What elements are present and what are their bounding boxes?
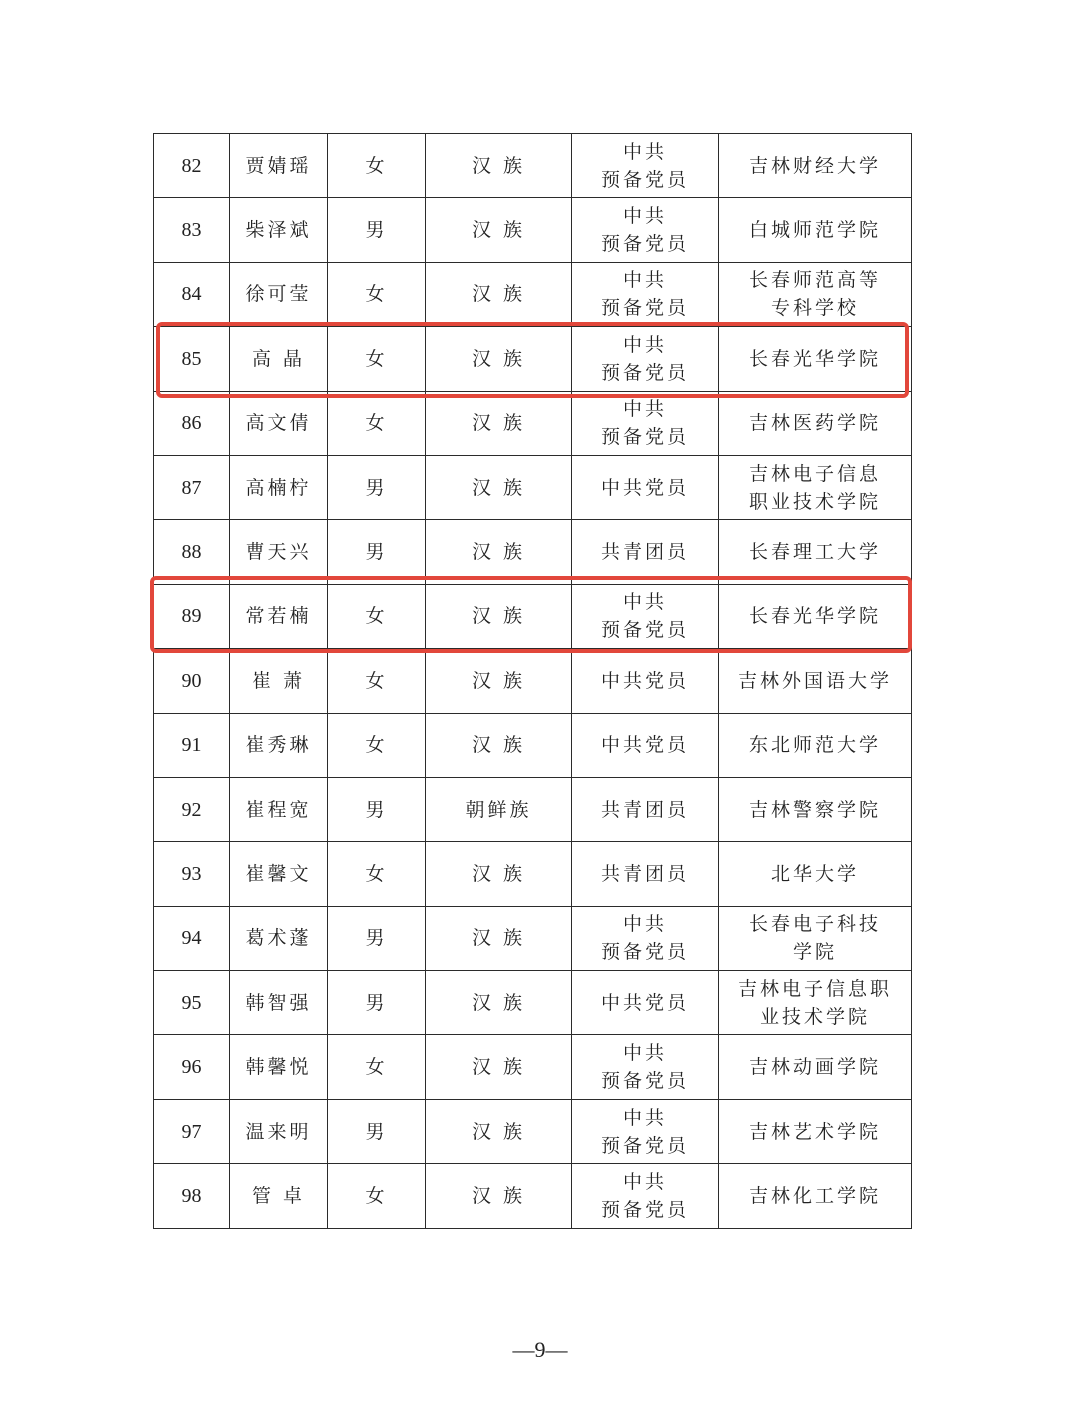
gender-cell: 女 bbox=[328, 1035, 426, 1099]
row-number-cell: 94 bbox=[154, 906, 230, 970]
political-status-line: 预备党员 bbox=[600, 426, 689, 449]
gender-cell: 女 bbox=[328, 134, 426, 198]
table-row bbox=[154, 262, 912, 326]
table-row bbox=[154, 1035, 912, 1099]
political-status-line: 中共 bbox=[622, 591, 667, 614]
row-number-cell: 85 bbox=[154, 327, 230, 391]
political-status-cell bbox=[572, 777, 719, 841]
name-cell: 曹天兴 bbox=[230, 520, 328, 584]
political-status-line: 预备党员 bbox=[600, 361, 689, 384]
table-row bbox=[154, 1164, 912, 1228]
school-cell bbox=[719, 584, 912, 648]
ethnicity-cell: 汉 族 bbox=[426, 134, 572, 198]
name-cell: 韩馨悦 bbox=[230, 1035, 328, 1099]
political-status-line: 共青团员 bbox=[600, 862, 689, 885]
row-number-cell: 86 bbox=[154, 391, 230, 455]
table-row bbox=[154, 134, 912, 198]
ethnicity-cell: 汉 族 bbox=[426, 906, 572, 970]
political-status-line: 中共党员 bbox=[600, 991, 689, 1014]
political-status-cell bbox=[572, 327, 719, 391]
political-status-cell bbox=[572, 1099, 719, 1163]
row-number-cell: 82 bbox=[154, 134, 230, 198]
school-cell bbox=[719, 327, 912, 391]
political-status-line: 预备党员 bbox=[600, 1198, 689, 1221]
name-cell: 温来明 bbox=[230, 1099, 328, 1163]
school-cell bbox=[719, 520, 912, 584]
school-line: 长春师范高等 bbox=[748, 269, 881, 292]
political-status-line: 中共党员 bbox=[600, 669, 689, 692]
roster-table-body bbox=[154, 134, 912, 1229]
political-status-line: 共青团员 bbox=[600, 798, 689, 821]
roster-table bbox=[153, 133, 912, 1229]
school-line: 吉林医药学院 bbox=[748, 412, 881, 435]
school-cell bbox=[719, 971, 912, 1035]
school-cell bbox=[719, 1035, 912, 1099]
name-cell: 崔程宽 bbox=[230, 777, 328, 841]
school-line: 长春光华学院 bbox=[748, 605, 881, 628]
row-number-cell: 92 bbox=[154, 777, 230, 841]
school-cell bbox=[719, 777, 912, 841]
school-line: 白城师范学院 bbox=[748, 219, 881, 242]
table-row bbox=[154, 198, 912, 262]
school-cell bbox=[719, 649, 912, 713]
political-status-line: 预备党员 bbox=[600, 233, 689, 256]
school-cell bbox=[719, 134, 912, 198]
name-cell: 高楠柠 bbox=[230, 455, 328, 519]
political-status-line: 中共 bbox=[622, 205, 667, 228]
school-line: 东北师范大学 bbox=[748, 734, 881, 757]
table-row bbox=[154, 455, 912, 519]
name-cell: 崔 萧 bbox=[230, 649, 328, 713]
table-row bbox=[154, 1099, 912, 1163]
gender-cell: 男 bbox=[328, 520, 426, 584]
row-number-cell: 84 bbox=[154, 262, 230, 326]
row-number-cell: 96 bbox=[154, 1035, 230, 1099]
political-status-cell bbox=[572, 842, 719, 906]
gender-cell: 男 bbox=[328, 971, 426, 1035]
political-status-cell bbox=[572, 391, 719, 455]
political-status-line: 中共 bbox=[622, 333, 667, 356]
political-status-cell bbox=[572, 649, 719, 713]
row-number-cell: 93 bbox=[154, 842, 230, 906]
school-line: 长春光华学院 bbox=[748, 347, 881, 370]
name-cell: 葛术蓬 bbox=[230, 906, 328, 970]
name-cell: 常若楠 bbox=[230, 584, 328, 648]
political-status-line: 中共 bbox=[622, 140, 667, 163]
gender-cell: 男 bbox=[328, 777, 426, 841]
gender-cell: 女 bbox=[328, 649, 426, 713]
political-status-line: 中共 bbox=[622, 1170, 667, 1193]
political-status-cell bbox=[572, 1035, 719, 1099]
political-status-line: 预备党员 bbox=[600, 297, 689, 320]
political-status-cell bbox=[572, 584, 719, 648]
school-cell bbox=[719, 198, 912, 262]
ethnicity-cell: 朝鲜族 bbox=[426, 777, 572, 841]
gender-cell: 男 bbox=[328, 455, 426, 519]
page-number: —9— bbox=[512, 1337, 568, 1362]
gender-cell: 男 bbox=[328, 906, 426, 970]
political-status-line: 共青团员 bbox=[600, 541, 689, 564]
ethnicity-cell: 汉 族 bbox=[426, 842, 572, 906]
row-number-cell: 83 bbox=[154, 198, 230, 262]
political-status-cell bbox=[572, 906, 719, 970]
row-number-cell: 98 bbox=[154, 1164, 230, 1228]
name-cell: 高 晶 bbox=[230, 327, 328, 391]
political-status-cell bbox=[572, 713, 719, 777]
ethnicity-cell: 汉 族 bbox=[426, 391, 572, 455]
school-line: 吉林艺术学院 bbox=[748, 1120, 881, 1143]
table-row bbox=[154, 842, 912, 906]
school-cell bbox=[719, 1164, 912, 1228]
row-number-cell: 95 bbox=[154, 971, 230, 1035]
political-status-cell bbox=[572, 262, 719, 326]
political-status-line: 中共 bbox=[622, 269, 667, 292]
political-status-cell bbox=[572, 198, 719, 262]
school-cell bbox=[719, 391, 912, 455]
name-cell: 韩智强 bbox=[230, 971, 328, 1035]
gender-cell: 女 bbox=[328, 1164, 426, 1228]
name-cell: 管 卓 bbox=[230, 1164, 328, 1228]
political-status-line: 中共 bbox=[622, 1042, 667, 1065]
political-status-cell bbox=[572, 455, 719, 519]
table-row bbox=[154, 971, 912, 1035]
name-cell: 高文倩 bbox=[230, 391, 328, 455]
school-cell bbox=[719, 906, 912, 970]
ethnicity-cell: 汉 族 bbox=[426, 584, 572, 648]
row-number-cell: 91 bbox=[154, 713, 230, 777]
school-cell bbox=[719, 1099, 912, 1163]
table-row bbox=[154, 584, 912, 648]
school-line: 北华大学 bbox=[770, 862, 859, 885]
ethnicity-cell: 汉 族 bbox=[426, 1035, 572, 1099]
ethnicity-cell: 汉 族 bbox=[426, 455, 572, 519]
political-status-cell bbox=[572, 971, 719, 1035]
table-row bbox=[154, 713, 912, 777]
gender-cell: 女 bbox=[328, 584, 426, 648]
political-status-cell bbox=[572, 520, 719, 584]
school-cell bbox=[719, 262, 912, 326]
school-line: 学院 bbox=[792, 941, 837, 964]
gender-cell: 女 bbox=[328, 391, 426, 455]
ethnicity-cell: 汉 族 bbox=[426, 649, 572, 713]
ethnicity-cell: 汉 族 bbox=[426, 520, 572, 584]
political-status-line: 中共 bbox=[622, 1106, 667, 1129]
table-row bbox=[154, 906, 912, 970]
school-line: 吉林财经大学 bbox=[748, 154, 881, 177]
row-number-cell: 87 bbox=[154, 455, 230, 519]
political-status-line: 中共党员 bbox=[600, 476, 689, 499]
ethnicity-cell: 汉 族 bbox=[426, 1164, 572, 1228]
school-line: 吉林动画学院 bbox=[748, 1056, 881, 1079]
political-status-line: 中共党员 bbox=[600, 734, 689, 757]
political-status-line: 预备党员 bbox=[600, 619, 689, 642]
school-line: 职业技术学院 bbox=[748, 490, 881, 513]
name-cell: 崔馨文 bbox=[230, 842, 328, 906]
table-row bbox=[154, 520, 912, 584]
school-cell bbox=[719, 713, 912, 777]
political-status-line: 中共 bbox=[622, 398, 667, 421]
name-cell: 贾婧瑶 bbox=[230, 134, 328, 198]
gender-cell: 男 bbox=[328, 198, 426, 262]
table-row bbox=[154, 327, 912, 391]
name-cell: 柴泽斌 bbox=[230, 198, 328, 262]
school-line: 吉林警察学院 bbox=[748, 798, 881, 821]
political-status-line: 预备党员 bbox=[600, 1070, 689, 1093]
row-number-cell: 88 bbox=[154, 520, 230, 584]
political-status-line: 预备党员 bbox=[600, 168, 689, 191]
name-cell: 徐可莹 bbox=[230, 262, 328, 326]
political-status-cell bbox=[572, 1164, 719, 1228]
gender-cell: 女 bbox=[328, 842, 426, 906]
ethnicity-cell: 汉 族 bbox=[426, 198, 572, 262]
political-status-line: 预备党员 bbox=[600, 1134, 689, 1157]
school-line: 吉林电子信息 bbox=[748, 462, 881, 485]
political-status-line: 预备党员 bbox=[600, 941, 689, 964]
table-row bbox=[154, 649, 912, 713]
gender-cell: 女 bbox=[328, 262, 426, 326]
political-status-line: 中共 bbox=[622, 913, 667, 936]
table-row bbox=[154, 391, 912, 455]
ethnicity-cell: 汉 族 bbox=[426, 1099, 572, 1163]
school-line: 业技术学院 bbox=[759, 1005, 870, 1028]
row-number-cell: 89 bbox=[154, 584, 230, 648]
gender-cell: 男 bbox=[328, 1099, 426, 1163]
name-cell: 崔秀琳 bbox=[230, 713, 328, 777]
gender-cell: 女 bbox=[328, 713, 426, 777]
table-row bbox=[154, 777, 912, 841]
gender-cell: 女 bbox=[328, 327, 426, 391]
ethnicity-cell: 汉 族 bbox=[426, 713, 572, 777]
school-cell bbox=[719, 455, 912, 519]
ethnicity-cell: 汉 族 bbox=[426, 971, 572, 1035]
ethnicity-cell: 汉 族 bbox=[426, 327, 572, 391]
school-line: 长春电子科技 bbox=[748, 913, 881, 936]
row-number-cell: 97 bbox=[154, 1099, 230, 1163]
ethnicity-cell: 汉 族 bbox=[426, 262, 572, 326]
school-line: 吉林外国语大学 bbox=[737, 669, 892, 692]
row-number-cell: 90 bbox=[154, 649, 230, 713]
school-line: 吉林电子信息职 bbox=[737, 977, 892, 1000]
school-cell bbox=[719, 842, 912, 906]
school-line: 专科学校 bbox=[770, 297, 859, 320]
political-status-cell bbox=[572, 134, 719, 198]
school-line: 长春理工大学 bbox=[748, 541, 881, 564]
school-line: 吉林化工学院 bbox=[748, 1184, 881, 1207]
